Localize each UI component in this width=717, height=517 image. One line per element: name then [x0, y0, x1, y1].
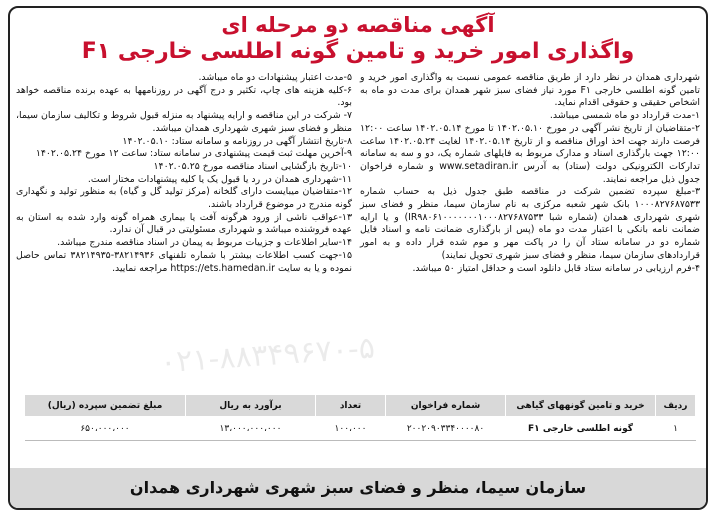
- header-quantity: تعداد: [316, 395, 386, 417]
- intro-paragraph: شهرداری همدان در نظر دارد از طریق مناقصه عمومی نسبت به واگذاری امور خرید و تامین گونه اطلسی خارجی F۱ مورد نیاز فضای سبز شهر همدان برای مدت دو ماه به اشخاص حقیقی و حقوقی اقدام نماید.: [360, 72, 700, 109]
- tender-table: [24, 394, 696, 441]
- header-call-number: شماره فراخوان: [386, 395, 506, 417]
- clause-1: ۱-مدت قرارداد دو ماه شمسی میباشد.: [549, 110, 700, 122]
- cell-call-number: ۲۰۰۲۰۹۰۳۳۴۰۰۰۰۸۰: [386, 417, 506, 441]
- table-row: [25, 417, 696, 441]
- header-item: خرید و تامین گونههای گیاهی: [506, 395, 656, 417]
- ad-title-line1: آگهی مناقصه دو مرحله ای: [221, 13, 495, 37]
- clause-14: ۱۴-سایر اطلاعات و جزییات مربوط به پیمان در اسناد مناقصه مندرج میباشد.: [57, 237, 352, 249]
- cell-quantity: ۱۰۰،۰۰۰: [316, 417, 386, 441]
- table-header-row: [25, 395, 696, 417]
- footer-organization: سازمان سیما، منظر و فضای سبز شهری شهرداری همدان: [10, 468, 706, 508]
- clause-7: ۷- شرکت در این مناقصه و ارایه پیشنهاد به منزله قبول شروط و تکالیف سازمان سیما، منظر و فضای سبز شهری شهرداری همدان میباشد.: [16, 110, 352, 134]
- cell-deposit: ۶۵۰،۰۰۰،۰۰۰: [25, 417, 186, 441]
- clause-6: ۶-کلیه هزینه های چاپ، تکثیر و درج آگهی در روزنامهها به عهده برنده مناقصه خواهد بود.: [16, 84, 352, 109]
- cell-row-number: ۱: [656, 417, 696, 441]
- clause-3: ۳-مبلغ سپرده تضمین شرکت در مناقصه طبق جدول ذیل به حساب شماره ۱۰۰۰۸۲۷۶۸۷۵۳۳ بانک شهر شعبه مرکزی به نام سازمان سیما، منظر و فضای سبز شهری شهرداری همدان (شماره شبا IR۹۸۰۶۱۰۰۰۰۰۰۰۱۰۰۰۸۲۷۶۸۷۵۳۳) و یا ارایه ضمانت نامه بانکی با اعتبار مدت دو ماه (پس از بارگذاری ضمانت نامه و اسناد فایل شماره دو در سامانه ستاد آن را در پاکت مهر و موم شده قرار داده و به امور قراردادهای سازمان سیما، منظر و فضای سبز شهری تحویل نمایند): [360, 186, 701, 261]
- clause-5: ۵-مدت اعتبار پیشنهادات دو ماه میباشد.: [198, 72, 352, 83]
- header-row-number: ردیف: [656, 395, 696, 417]
- clause-8: ۸-تاریخ انتشار آگهی در روزنامه و سامانه ستاد: ۱۴۰۲.۰۵.۱۰: [122, 135, 352, 147]
- clause-10: ۱۰-تاریخ بازگشایی اسناد مناقصه مورخ ۱۴۰۲.۰۵.۲۵: [153, 160, 352, 172]
- phone-watermark: ۰۲۱-۸۸۳۴۹۶۷۰-۵: [159, 330, 376, 381]
- header-estimate: برآورد به ریال: [186, 395, 316, 417]
- clause-9: ۹-آخرین مهلت ثبت قیمت پیشنهادی در سامانه ستاد: ساعت ۱۲ مورخ ۱۴۰۲.۰۵.۲۴: [35, 148, 352, 160]
- clause-4: ۴-فرم ارزیابی در سامانه ستاد قابل دانلود است و حداقل امتیاز ۵۰ میباشد.: [412, 262, 700, 274]
- cell-item: گونه اطلسی خارجی F۱: [506, 417, 656, 441]
- clause-13: ۱۳-عواقب ناشی از ورود هرگونه آفت یا بیماری همراه گونه وارد شده به استان به عهده فروشنده میباشد و شهرداری مسئولیتی در قبال آن ندارد.: [16, 211, 352, 236]
- clause-11: ۱۱-شهرداری همدان در رد یا قبول یک یا کلیه پیشنهادات مختار است.: [87, 173, 352, 185]
- header-deposit: مبلغ تضمین سپرده (ریال): [25, 395, 186, 417]
- clause-12: ۱۲-متقاضیان میبایست دارای گلخانه (مرکز تولید گل و گیاه) به منظور تولید و نگهداری گونه مندرج در موضوع قرارداد باشند.: [16, 186, 352, 211]
- right-column: [360, 72, 700, 275]
- clause-15: ۱۵-جهت کسب اطلاعات بیشتر با شماره تلفنهای ۳۸۲۱۴۹۳۶-۳۸۲۱۴۹۳۵ تماس حاصل نموده و یا به سایت https://ets.hamedan.ir مراجعه نمایید.: [16, 249, 352, 274]
- cell-estimate: ۱۳،۰۰۰،۰۰۰،۰۰۰: [186, 417, 316, 441]
- left-column: [16, 72, 352, 275]
- ad-title-line2: واگذاری امور خرید و تامین گونه اطلسی خارجی F۱: [81, 39, 635, 64]
- clause-2: ۲-متقاضیان از تاریخ نشر آگهی در مورخ ۱۴۰۲.۰۵.۱۰ تا مورخ ۱۴۰۲.۰۵.۱۴ ساعت ۱۲:۰۰ فرصت دارند جهت اخذ اوراق مناقصه و از تاریخ ۱۴۰۲.۰۵.۱۴ لغایت ۱۴۰۲.۰۵.۲۴ ساعت ۱۲:۰۰ جهت بارگذاری اسناد و مدارک مربوط به فایلهای شماره یک، دو و سه به سامانه تدارکات الکترونیکی دولت (ستاد) به آدرس www.setadiran.ir و شماره فراخوان جدول ذیل مراجعه نمایند.: [360, 122, 700, 185]
- advertisement-frame: [8, 6, 708, 510]
